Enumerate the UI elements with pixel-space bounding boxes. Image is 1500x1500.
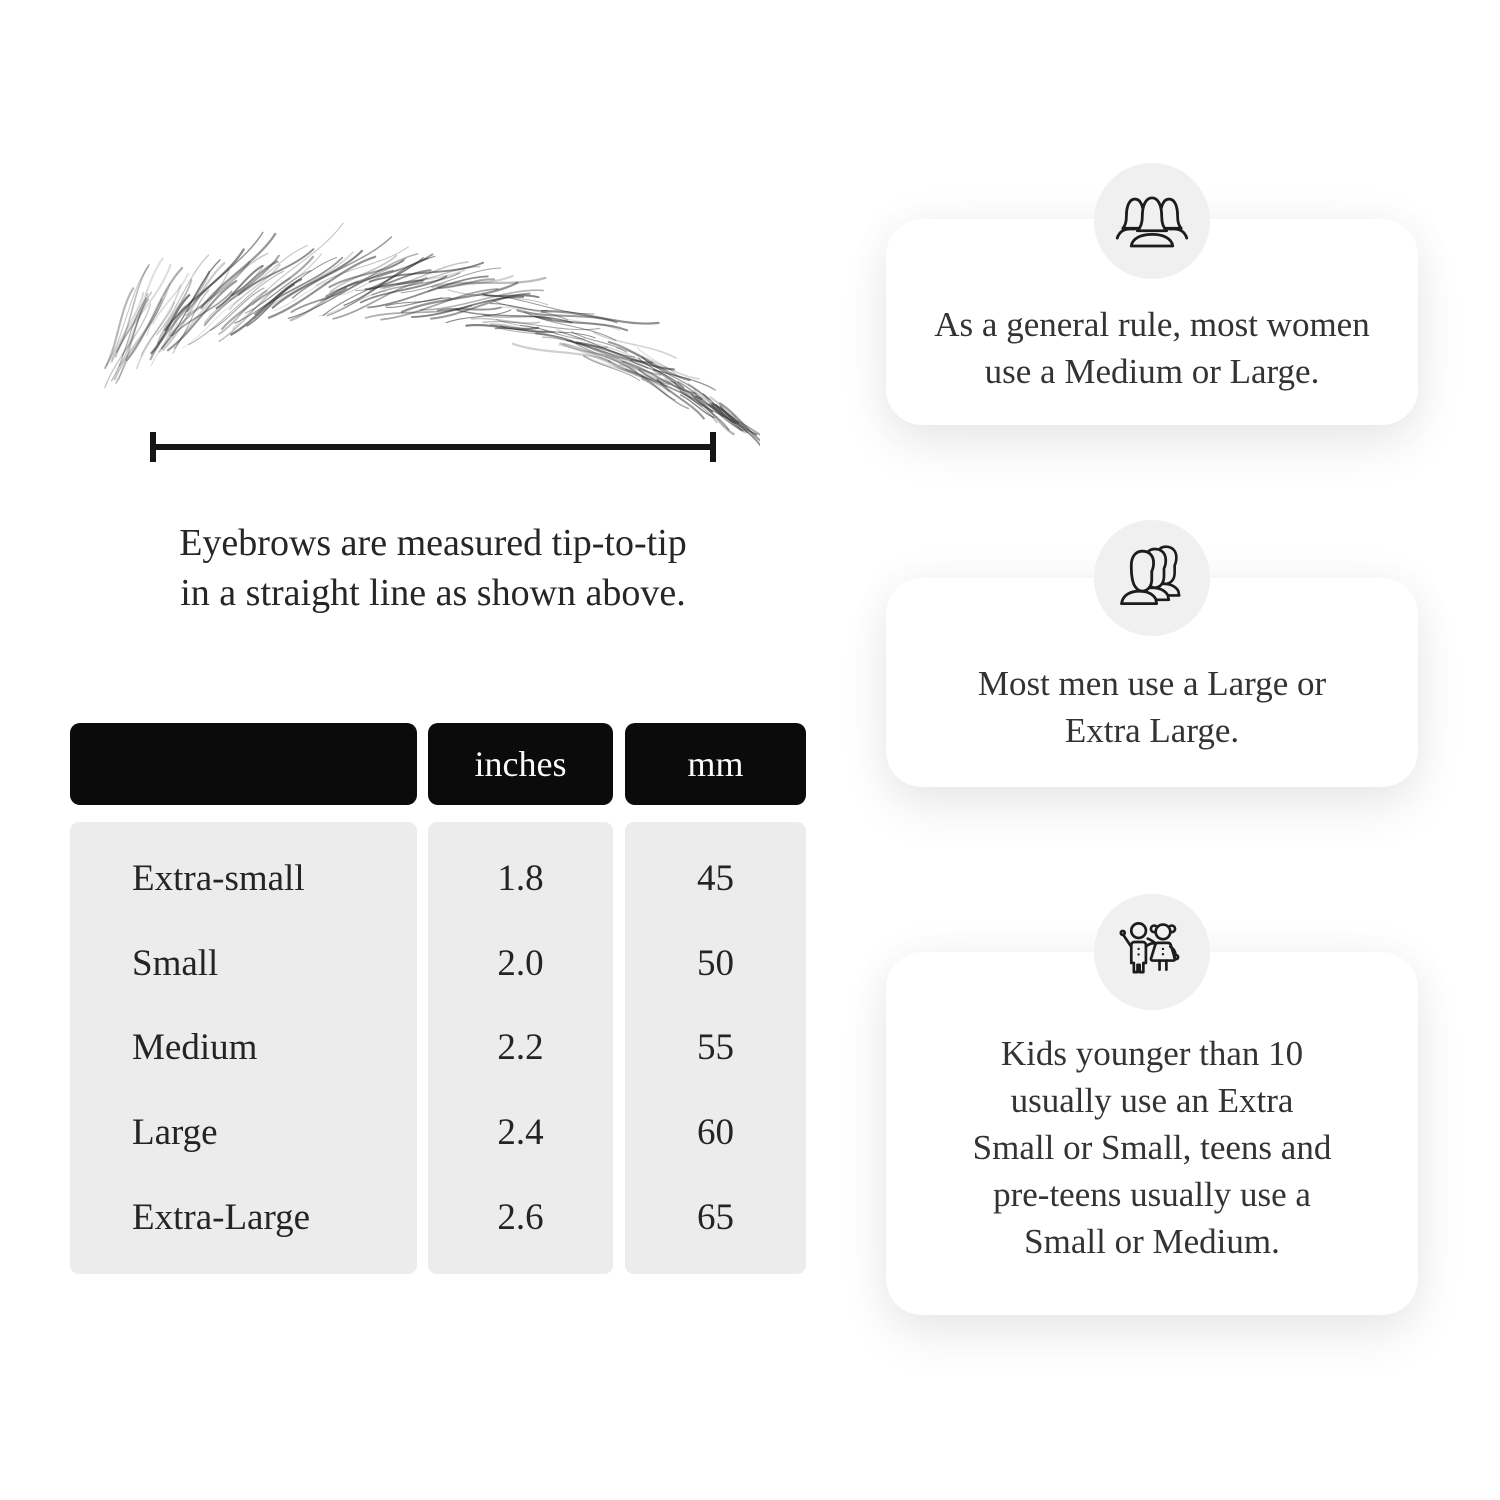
kids-icon xyxy=(1113,913,1191,991)
women-note-text xyxy=(908,301,1396,395)
mm-value: 60 xyxy=(697,1112,734,1154)
mm-value: 55 xyxy=(697,1027,734,1069)
size-table-inches-column xyxy=(428,822,613,1274)
size-label: Small xyxy=(132,942,219,984)
size-table-label-column xyxy=(70,822,417,1274)
kids-note-line-1: Kids younger than 10 xyxy=(1000,1034,1304,1073)
inches-value: 1.8 xyxy=(497,857,544,899)
measurement-line xyxy=(150,444,716,450)
size-table-header-mm: mm xyxy=(625,723,806,805)
kids-note-line-2: usually use an Extra xyxy=(1010,1081,1294,1120)
mm-value: 50 xyxy=(697,942,734,984)
inches-value: 2.6 xyxy=(497,1197,544,1239)
mm-value: 65 xyxy=(697,1197,734,1239)
kids-note-line-5: Small or Medium. xyxy=(1024,1222,1280,1261)
women-group-icon xyxy=(1113,182,1191,260)
size-label: Medium xyxy=(132,1027,258,1069)
men-group-icon xyxy=(1113,539,1191,617)
men-note-line-2: Extra Large. xyxy=(1064,711,1240,750)
women-icon-circle xyxy=(1094,163,1210,279)
mm-value: 45 xyxy=(697,857,734,899)
kids-note-line-4: pre-teens usually use a xyxy=(993,1175,1311,1214)
caption-line-1: Eyebrows are measured tip-to-tip xyxy=(179,522,687,564)
caption-line-2: in a straight line as shown above. xyxy=(180,572,686,614)
women-note-line-2: use a Medium or Large. xyxy=(984,352,1320,391)
size-table-mm-column xyxy=(625,822,806,1274)
size-label: Extra-small xyxy=(132,857,305,899)
kids-icon-circle xyxy=(1094,894,1210,1010)
size-label: Large xyxy=(132,1112,218,1154)
kids-note-line-3: Small or Small, teens and xyxy=(972,1128,1332,1167)
inches-value: 2.0 xyxy=(497,942,544,984)
men-note-text xyxy=(908,660,1396,754)
size-table-header-inches: inches xyxy=(428,723,613,805)
measurement-caption xyxy=(70,518,796,618)
women-note-line-1: As a general rule, most women xyxy=(934,305,1370,344)
men-icon-circle xyxy=(1094,520,1210,636)
size-table-header-size xyxy=(70,723,417,805)
inches-value: 2.4 xyxy=(497,1112,544,1154)
eyebrow-illustration xyxy=(60,195,760,460)
kids-note-text xyxy=(908,1030,1396,1265)
size-label: Extra-Large xyxy=(132,1197,311,1239)
men-note-line-1: Most men use a Large or xyxy=(977,664,1327,703)
inches-value: 2.2 xyxy=(497,1027,544,1069)
